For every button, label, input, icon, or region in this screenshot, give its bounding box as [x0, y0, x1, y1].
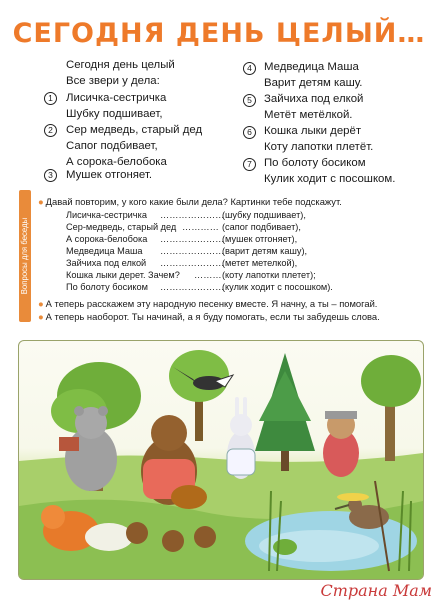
page-title: СЕГОДНЯ ДЕНЬ ЦЕЛЫЙ… [12, 18, 426, 49]
poem-line: Все звери у дела: [66, 75, 160, 87]
poem-line: Шубку подшивает, [66, 108, 163, 120]
frog-icon [273, 539, 297, 555]
poem-line: Кулик ходит с посошком. [264, 173, 396, 185]
question-3 [38, 311, 380, 323]
poem-line: Сер медведь, старый дед [66, 124, 203, 136]
poem-line: Метёт метёлкой. [264, 109, 353, 121]
table-what: (коту лапотки плетет); [222, 270, 316, 280]
poem-line: Медведица Маша [264, 61, 359, 73]
table-what: (метет метелкой), [222, 258, 298, 268]
poem-line: А сорока-белобока [66, 156, 167, 168]
question-2 [38, 298, 377, 310]
number-badge: 4 [243, 62, 256, 75]
table-who: По болоту босиком [66, 282, 148, 292]
poem-line: По болоту босиком [264, 157, 366, 169]
question-1 [38, 196, 342, 208]
table-who: Медведица Маша [66, 246, 143, 256]
table-dots: ………… [182, 222, 219, 232]
poem-line: Коту лапотки плетёт. [264, 141, 374, 153]
poem-line: Мушек отгоняет. [66, 169, 153, 181]
question-text: Давай повторим, у кого какие были дела? Картинки тебе подскажут. [45, 196, 342, 207]
forest-illustration [18, 340, 424, 580]
table-what: (варит детям кашу), [222, 246, 308, 256]
table-dots: ………………… [160, 246, 225, 256]
number-badge: 3 [44, 169, 57, 182]
table-dots: ………………… [160, 282, 225, 292]
number-badge: 7 [243, 158, 256, 171]
table-what: (кулик ходит с посошком). [222, 282, 333, 292]
table-what: (шубку подшивает), [222, 210, 306, 220]
number-badge: 6 [243, 126, 256, 139]
bullet-icon: ● [38, 311, 44, 322]
table-who: Сер-медведь, старый дед [66, 222, 177, 232]
number-badge: 2 [44, 124, 57, 137]
poem-line: Лисичка-сестричка [66, 92, 167, 104]
poem-line: Сегодня день целый [66, 59, 175, 71]
watermark: Страна Мам [320, 581, 432, 600]
table-dots: ………………… [160, 234, 225, 244]
tree-icon [361, 355, 421, 461]
table-who: А сорока-белобока [66, 234, 148, 244]
table-what: (мушек отгоняет), [222, 234, 298, 244]
question-text: А теперь наоборот. Ты начинай, а я буду помогать, если ты забудешь слова. [45, 311, 380, 322]
cat-icon [323, 411, 359, 477]
hare-icon [227, 397, 255, 479]
table-who: Лисичка-сестричка [66, 210, 147, 220]
table-dots: ………………… [160, 210, 225, 220]
fir-tree-icon [255, 353, 315, 471]
poem-line: Зайчиха под елкой [264, 93, 364, 105]
poem-line: Кошка лыки дерёт [264, 125, 362, 137]
bullet-icon: ● [38, 196, 44, 207]
number-badge: 5 [243, 94, 256, 107]
poem-line: Варит детям кашу. [264, 77, 363, 89]
poem-line: Сапог подбивает, [66, 140, 158, 152]
table-dots: ………………… [160, 258, 225, 268]
bullet-icon: ● [38, 298, 44, 309]
side-tab-label: Вопросы для беседы [20, 217, 29, 295]
table-who: Кошка лыки дерет. Зачем? [66, 270, 180, 280]
question-text: А теперь расскажем эту народную песенку вместе. Я начну, а ты – помогай. [45, 298, 378, 309]
table-dots: ……… [194, 270, 222, 280]
number-badge: 1 [44, 92, 57, 105]
table-what: (сапог подбивает), [222, 222, 301, 232]
table-who: Зайчиха под елкой [66, 258, 147, 268]
